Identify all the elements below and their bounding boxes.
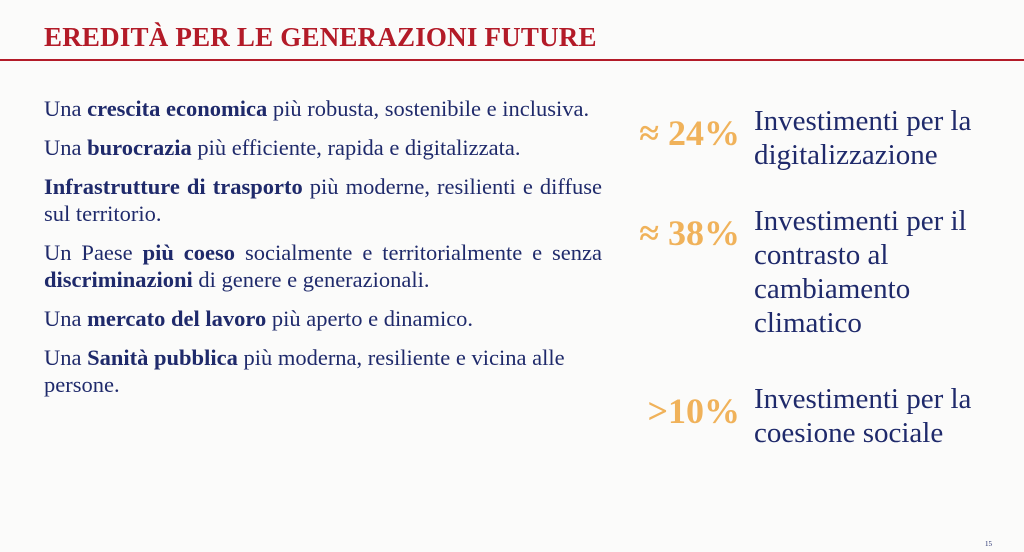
- item-text: socialmente e territorialmente e senza: [235, 240, 602, 265]
- stat-climate-label: Investimenti per il contrasto al cambiamento climatico: [754, 205, 967, 339]
- item-text: più moderne, resilienti e diffuse sul territorio.: [44, 174, 602, 226]
- stat-cohesion-label: Investimenti per la coesione sociale: [754, 383, 972, 449]
- item-keyword: Sanità pubblica: [87, 345, 238, 370]
- list-item: [44, 305, 602, 332]
- stat-digitalization-label: Investimenti per la digitalizzazione: [754, 105, 972, 171]
- page-title: EREDITÀ PER LE GENERAZIONI FUTURE: [44, 22, 597, 52]
- list-item: [44, 95, 602, 122]
- item-text: più robusta, sostenibile e inclusiva.: [267, 96, 590, 121]
- item-keyword: crescita economica: [87, 96, 268, 121]
- item-keyword: burocrazia: [87, 135, 192, 160]
- title-divider: [0, 59, 1024, 61]
- list-item: [44, 239, 602, 293]
- item-text: Una: [44, 345, 88, 370]
- item-text: Una: [44, 96, 88, 121]
- list-item: [44, 134, 602, 161]
- item-keyword: più coeso: [142, 240, 236, 265]
- stat-climate-value: ≈ 38%: [639, 213, 740, 253]
- item-text: di genere e generazionali.: [192, 267, 430, 292]
- item-keyword: discriminazioni: [44, 267, 193, 292]
- item-text: Un Paese: [44, 240, 143, 265]
- page-number: 15: [985, 540, 992, 548]
- item-text: più aperto e dinamico.: [266, 306, 474, 331]
- stat-digitalization-value: ≈ 24%: [639, 113, 740, 153]
- stat-cohesion-value: >10%: [647, 391, 740, 431]
- item-keyword: Infrastrutture di trasporto: [44, 174, 303, 199]
- list-item: [44, 173, 602, 227]
- item-text: più moderna, resiliente e vicina alle persone.: [44, 345, 565, 397]
- item-keyword: mercato del lavoro: [87, 306, 267, 331]
- item-text: più efficiente, rapida e digitalizzata.: [191, 135, 521, 160]
- item-text: Una: [44, 306, 88, 331]
- goals-list: [44, 95, 602, 410]
- list-item: [44, 344, 602, 398]
- item-text: Una: [44, 135, 88, 160]
